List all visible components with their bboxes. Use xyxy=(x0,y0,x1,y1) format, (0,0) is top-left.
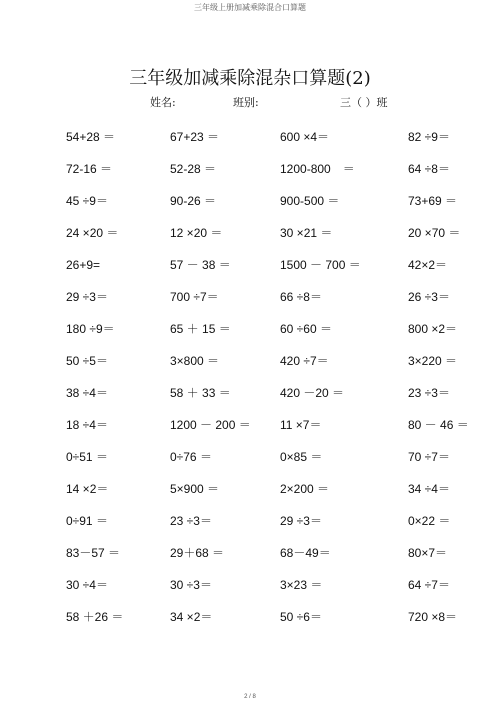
problem-row xyxy=(0,609,500,641)
problem: 82 ÷9＝ xyxy=(408,130,450,144)
problem: 67+23 ＝ xyxy=(170,130,220,144)
problem: 26+9= xyxy=(66,258,101,272)
problem: 180 ÷9＝ xyxy=(66,322,115,336)
problem-row xyxy=(0,161,500,193)
problem: 0×22 ＝ xyxy=(408,514,451,528)
page-title: 三年级加减乘除混杂口算题(2) xyxy=(129,68,371,89)
class-label: 班别: xyxy=(233,96,259,109)
problem: 29＋68 ＝ xyxy=(170,546,225,560)
problem: 30 ÷4＝ xyxy=(66,578,108,592)
problem: 24 ×20 ＝ xyxy=(66,226,119,240)
problem: 64 ÷7＝ xyxy=(408,578,450,592)
problem: 73+69 ＝ xyxy=(408,194,458,208)
problem-row xyxy=(0,545,500,577)
problem: 57 － 38 ＝ xyxy=(170,258,231,272)
problem-row xyxy=(0,321,500,353)
problem: 720 ×8＝ xyxy=(408,610,458,624)
problem: 700 ÷7＝ xyxy=(170,290,219,304)
problem: 5×900 ＝ xyxy=(170,482,220,496)
problem-row xyxy=(0,225,500,257)
problem: 11 ×7＝ xyxy=(280,418,322,432)
problem: 45 ÷9＝ xyxy=(66,194,108,208)
problem: 80 － 46 ＝ xyxy=(408,418,469,432)
problem: 50 ÷6＝ xyxy=(280,610,322,624)
problem: 600 ×4＝ xyxy=(280,130,330,144)
problem: 83－57 ＝ xyxy=(66,546,121,560)
problem: 0÷76 ＝ xyxy=(170,450,212,464)
name-label: 姓名: xyxy=(150,96,176,109)
problem: 54+28 ＝ xyxy=(66,130,116,144)
problem: 65 ＋ 15 ＝ xyxy=(170,322,231,336)
problem-grid xyxy=(0,129,500,641)
problem-row xyxy=(0,129,500,161)
problem: 68－49＝ xyxy=(280,546,331,560)
problem: 0÷51 ＝ xyxy=(66,450,108,464)
problem: 64 ÷8＝ xyxy=(408,162,450,176)
problem-row xyxy=(0,257,500,289)
problem: 38 ÷4＝ xyxy=(66,386,108,400)
problem: 50 ÷5＝ xyxy=(66,354,108,368)
problem: 52-28 ＝ xyxy=(170,162,217,176)
problem: 3×23 ＝ xyxy=(280,578,323,592)
running-header: 三年级上册加减乘除混合口算题 xyxy=(194,3,306,12)
problem-row xyxy=(0,385,500,417)
problem: 34 ÷4＝ xyxy=(408,482,450,496)
problem-row xyxy=(0,289,500,321)
problem: 29 ÷3＝ xyxy=(66,290,108,304)
problem: 20 ×70 ＝ xyxy=(408,226,461,240)
problem: 2×200 ＝ xyxy=(280,482,330,496)
problem: 30 ×21 ＝ xyxy=(280,226,333,240)
problem-row xyxy=(0,353,500,385)
problem: 23 ÷3＝ xyxy=(408,386,450,400)
problem: 1200 － 200 ＝ xyxy=(170,418,251,432)
problem-row xyxy=(0,417,500,449)
problem: 3×220 ＝ xyxy=(408,354,458,368)
problem: 12 ×20 ＝ xyxy=(170,226,223,240)
problem: 1200-800 ＝ xyxy=(280,162,355,176)
problem: 800 ×2＝ xyxy=(408,322,458,336)
problem-row xyxy=(0,577,500,609)
problem: 70 ÷7＝ xyxy=(408,450,450,464)
problem: 420 －20 ＝ xyxy=(280,386,345,400)
problem: 72-16 ＝ xyxy=(66,162,113,176)
student-info-row xyxy=(0,94,500,110)
problem: 42×2＝ xyxy=(408,258,448,272)
problem: 26 ÷3＝ xyxy=(408,290,450,304)
problem: 3×800 ＝ xyxy=(170,354,220,368)
problem: 420 ÷7＝ xyxy=(280,354,329,368)
problem: 18 ÷4＝ xyxy=(66,418,108,432)
problem: 60 ÷60 ＝ xyxy=(280,322,332,336)
problem: 58 ＋ 33 ＝ xyxy=(170,386,231,400)
problem: 66 ÷8＝ xyxy=(280,290,322,304)
problem-row xyxy=(0,449,500,481)
problem-row xyxy=(0,513,500,545)
problem: 900-500 ＝ xyxy=(280,194,340,208)
problem: 0×85 ＝ xyxy=(280,450,323,464)
problem: 30 ÷3＝ xyxy=(170,578,212,592)
problem: 29 ÷3＝ xyxy=(280,514,322,528)
problem: 34 ×2＝ xyxy=(170,610,213,624)
problem: 90-26 ＝ xyxy=(170,194,217,208)
page-number: 2 / 8 xyxy=(244,694,256,700)
class-value: 三（ ）班 xyxy=(340,96,388,109)
problem-row xyxy=(0,193,500,225)
problem: 1500 － 700 ＝ xyxy=(280,258,361,272)
problem: 58 ＋26 ＝ xyxy=(66,610,124,624)
problem: 14 ×2＝ xyxy=(66,482,109,496)
problem-row xyxy=(0,481,500,513)
problem: 80×7＝ xyxy=(408,546,448,560)
problem: 23 ÷3＝ xyxy=(170,514,212,528)
problem: 0÷91 ＝ xyxy=(66,514,108,528)
